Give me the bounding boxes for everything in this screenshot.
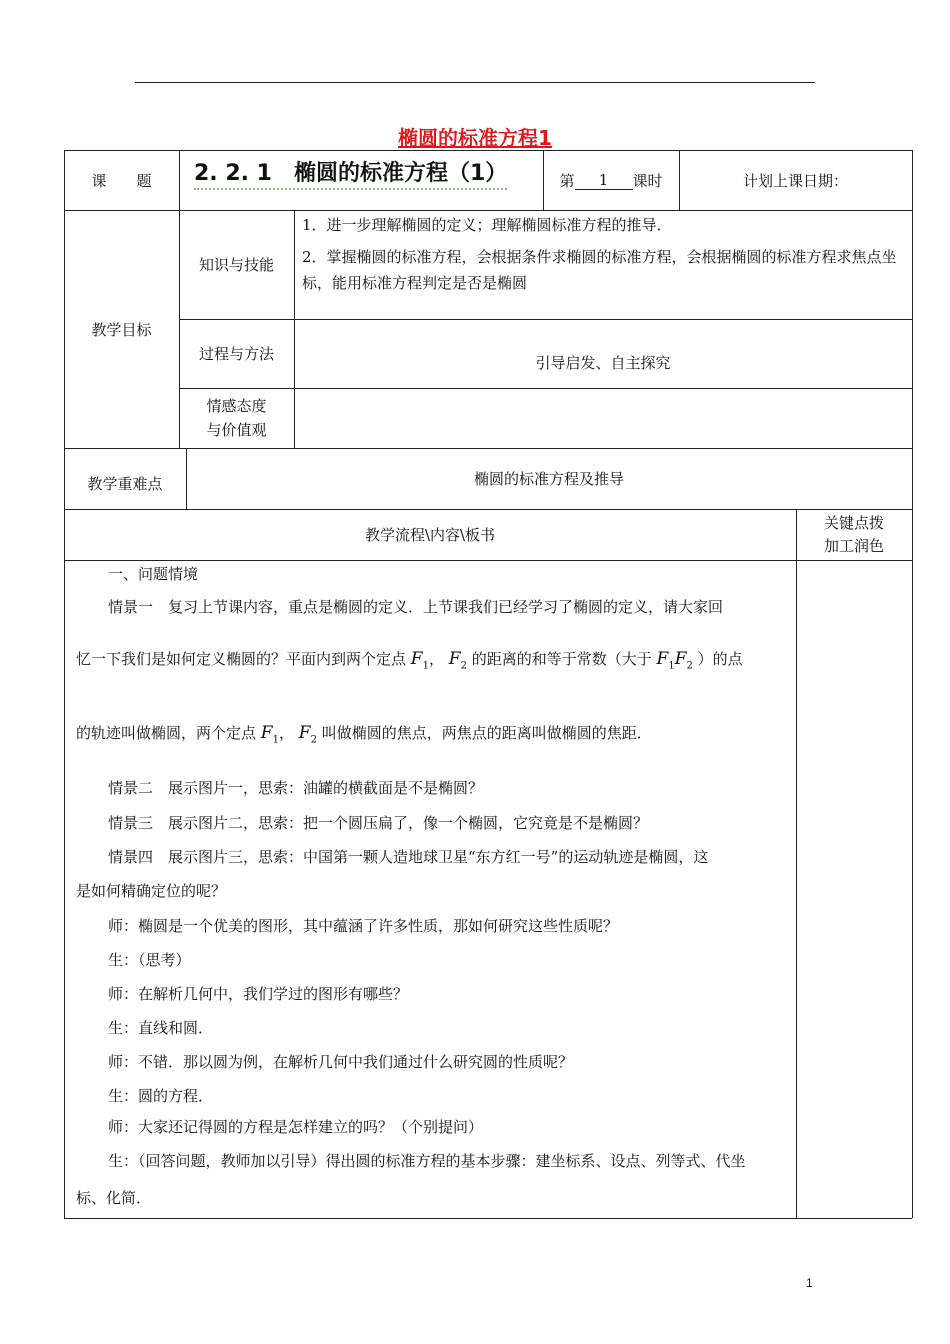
math-comma: ， (428, 650, 444, 668)
scenario-1-text-e: 叫做椭圆的焦点，两焦点的距离叫做椭圆的焦距． (321, 724, 652, 742)
side-header-line-2: 加工润色 (823, 536, 884, 555)
knowledge-item-2: 2．掌握椭圆的标准方程，会根据条件求椭圆的标准方程，会根据椭圆的标准方程求焦点坐标，能用标准方程判定是否是椭圆 (302, 248, 897, 292)
dialog-1: 师：椭圆是一个优美的图形，其中蕴涵了许多性质，那如何研究这些性质呢？ (108, 917, 619, 935)
scenario-1-line-2 (76, 648, 794, 677)
scenario-1-text-c: ）的点 (697, 650, 743, 668)
dialog-4: 生：直线和圆． (108, 1019, 214, 1037)
scenario-1-text-a: 忆一下我们是如何定义椭圆的？平面内到两个定点 (76, 650, 407, 668)
focus-f2: $F_2$ (448, 649, 467, 672)
document-title: 椭圆的标准方程1 (398, 126, 552, 150)
process-value: 引导启发、自主探究 (535, 353, 671, 372)
knowledge-label: 知识与技能 (198, 256, 274, 274)
focus-f1: $F_1$ (410, 649, 429, 672)
emotion-label (179, 388, 294, 448)
knowledge-content (302, 214, 908, 296)
key-points-value: 椭圆的标准方程及推导 (473, 470, 624, 488)
scenario-3: 情景三 展示图片二，思索：把一个圆压扁了，像一个椭圆，它究竟是不是椭圆？ (108, 814, 649, 832)
dialog-5: 师：不错．那以圆为例，在解析几何中我们通过什么研究圆的性质呢？ (108, 1053, 574, 1071)
process-label: 过程与方法 (198, 345, 274, 363)
page-number: 1 (806, 1276, 813, 1290)
scenario-1-text-d: 的轨迹叫做椭圆，两个定点 (76, 724, 257, 742)
dialog-2: 生：（思考） (108, 951, 191, 969)
segment-f1f2: $F_1F_2$ (656, 649, 693, 672)
side-header-line-1: 关键点拨 (823, 513, 884, 532)
scenario-4-line-1: 情景四 展示图片三，思索：中国第一颗人造地球卫星“东方红一号”的运动轨迹是椭圆，这 (108, 848, 709, 866)
plan-date-label: 计划上课日期： (742, 171, 848, 190)
emotion-label-line-1: 情感态度 (206, 397, 267, 415)
section-heading: 一、问题情境 (108, 565, 199, 583)
top-rule (135, 82, 815, 83)
period-cell (543, 150, 679, 210)
scenario-2: 情景二 展示图片一，思索：油罐的横截面是不是椭圆？ (108, 779, 484, 797)
scenario-1-line-1: 情景一 复习上节课内容，重点是椭圆的定义．上节课我们已经学习了椭圆的定义，请大家回 (108, 598, 724, 616)
dialog-8-line-2: 标、化简． (76, 1189, 152, 1207)
topic-label: 课 题 (91, 171, 152, 190)
dialog-3: 师：在解析几何中，我们学过的图形有哪些？ (108, 985, 409, 1003)
lesson-title: 2. 2. 1 椭圆的标准方程（1） (194, 161, 507, 190)
focus-f2-b: $F_2$ (298, 723, 317, 746)
dialog-6: 生：圆的方程． (108, 1087, 214, 1105)
objectives-label: 教学目标 (91, 320, 152, 339)
scenario-4-line-2: 是如何精确定位的呢？ (76, 882, 227, 900)
period-number: 1 (575, 171, 633, 190)
key-points-label: 教学重难点 (87, 475, 163, 493)
knowledge-item-1: 1．进一步理解椭圆的定义；理解椭圆标准方程的推导． (302, 216, 672, 234)
emotion-label-line-2: 与价值观 (206, 421, 267, 439)
emotion-value (294, 388, 912, 448)
flow-header: 教学流程\内容\板书 (364, 526, 496, 544)
scenario-1-line-3 (76, 722, 794, 751)
side-header (796, 509, 912, 560)
dialog-7: 师：大家还记得圆的方程是怎样建立的吗？（个别提问） (108, 1118, 484, 1136)
scenario-1-text-b: 的距离的和等于常数（大于 (471, 650, 652, 668)
lesson-title-cell (194, 156, 534, 200)
dialog-8-line-1: 生：（回答问题，教师加以引导）得出圆的标准方程的基本步骤：建坐标系、设点、列等式、代坐 (108, 1152, 746, 1170)
focus-f1-b: $F_1$ (260, 723, 279, 746)
period-prefix: 第 (559, 171, 575, 190)
period-suffix: 课时 (632, 171, 663, 190)
math-comma-b: ， (278, 724, 294, 742)
